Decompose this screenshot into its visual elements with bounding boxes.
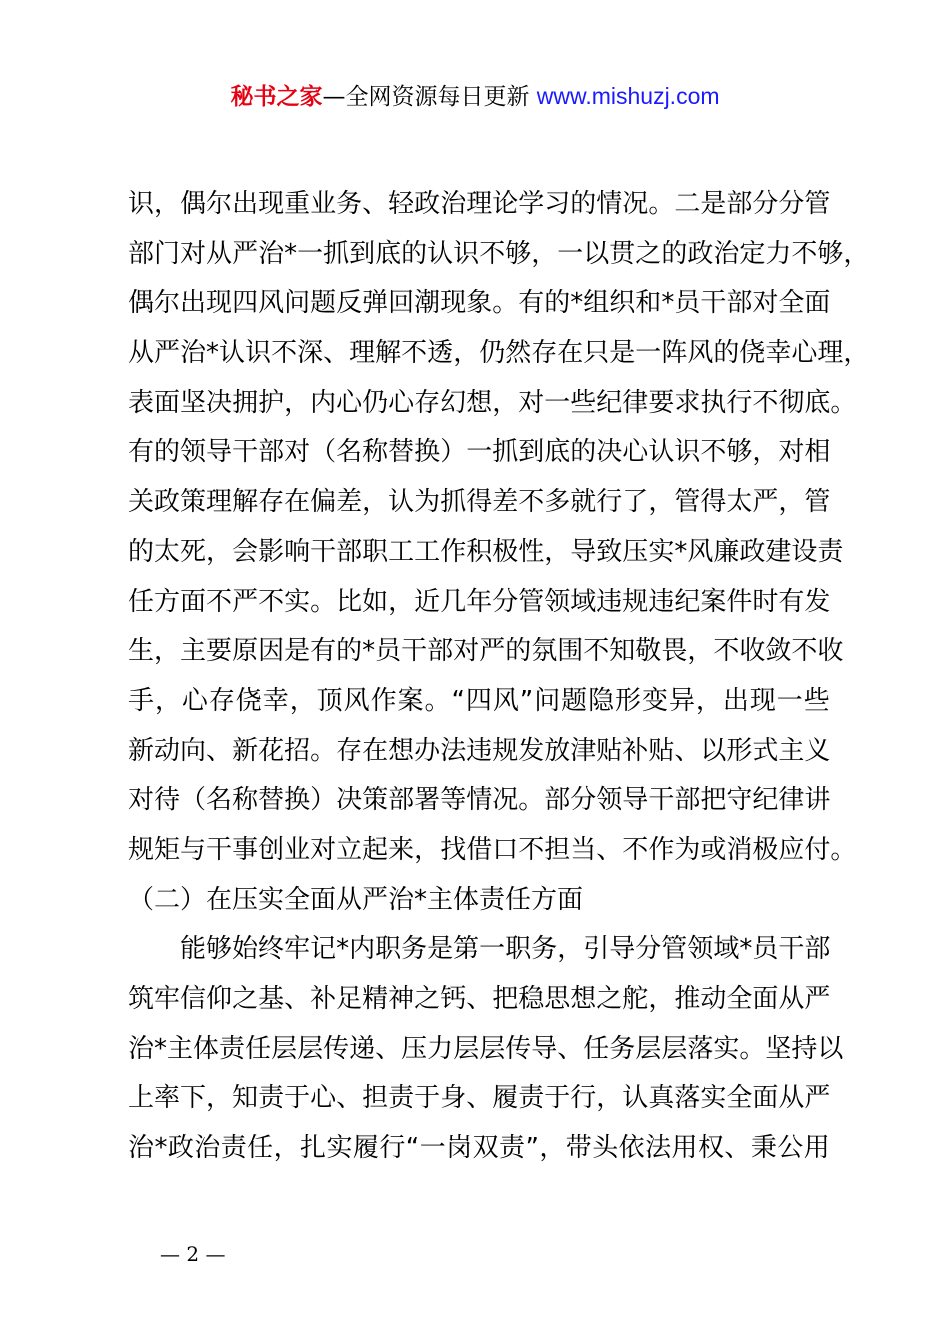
- text-line: 识 ， 偶 尔 出 现 重 业 务 、 轻 政 治 理 论 学 习 的 情 况 。 二 是 部 分 分 管: [128, 189, 831, 219]
- text-line: 新 动 向 、 新 花 招 。 存 在 想 办 法 违 规 发 放 津 贴 补 贴 、 以 形 式 主 义: [128, 735, 831, 766]
- site-header: [0, 80, 950, 113]
- text-line: 手 ， 心 存 侥 幸 ， 顶 风 作 案 。 “ 四 风 ” 问 题 隐 形 变 异 ， 出 现 一 些: [128, 685, 830, 716]
- text-line: 部 门 对 从 严 治 * 一 抓 到 底 的 认 识 不 够 ， 一 以 贯 之 的 政 治 定 力 不 够 ，: [128, 238, 870, 269]
- brand-name: 秘书之家: [230, 84, 323, 110]
- text-line: 有 的 领 导 干 部 对 （ 名 称 替 换 ） 一 抓 到 底 的 决 心 认 识 不 够 ， 对 相: [128, 437, 831, 468]
- section-heading: （二）在压实全面从严治*主体责任方面: [128, 884, 584, 915]
- text-line: 筑 牢 信 仰 之 基 、 补 足 精 神 之 钙 、 把 稳 思 想 之 舵 ， 推 动 全 面 从 严: [128, 984, 831, 1014]
- text-line: 治 * 主 体 责 任 层 层 传 递 、 压 力 层 层 传 导 、 任 务 层 层 落 实 。 坚 持 以: [128, 1033, 844, 1064]
- text-line: 的 太 死 ， 会 影 响 干 部 职 工 工 作 积 极 性 ， 导 致 压 实 * 风 廉 政 建 设 责: [128, 536, 844, 567]
- header-tagline: —全网资源每日更新: [322, 84, 537, 110]
- site-url-link[interactable]: www.mishuzj.com: [536, 83, 720, 109]
- text-line: 从 严 治 * 认 识 不 深 、 理 解 不 透 ， 仍 然 存 在 只 是 一 阵 风 的 侥 幸 心 理 ，: [128, 338, 870, 369]
- text-line: 关 政 策 理 解 存 在 偏 差 ， 认 为 抓 得 差 不 多 就 行 了 ， 管 得 太 严 ， 管: [128, 487, 831, 518]
- text-line: 任 方 面 不 严 不 实 。 比 如 ， 近 几 年 分 管 领 域 违 规 违 纪 案 件 时 有 发: [128, 586, 831, 617]
- page-number: — 2 —: [160, 1242, 226, 1266]
- text-line: 治 * 政 治 责 任 ， 扎 实 履 行 “ 一 岗 双 责 ” ， 带 头 依 法 用 权 、 秉 公 用: [128, 1133, 830, 1164]
- text-line: 偶 尔 出 现 四 风 问 题 反 弹 回 潮 现 象 。 有 的 * 组 织 和 * 员 干 部 对 全 面: [128, 288, 831, 319]
- document-body: [128, 180, 870, 1174]
- text-line: 生 ， 主 要 原 因 是 有 的 * 员 干 部 对 严 的 氛 围 不 知 敬 畏 ， 不 收 敛 不 收: [128, 636, 844, 667]
- text-line: 规 矩 与 干 事 创 业 对 立 起 来 ， 找 借 口 不 担 当 、 不 作 为 或 消 极 应 付 。: [128, 834, 857, 865]
- text-line: 能 够 始 终 牢 记 * 内 职 务 是 第 一 职 务 ， 引 导 分 管 领 域 * 员 干 部: [180, 934, 831, 965]
- text-line: 上 率 下 ， 知 责 于 心 、 担 责 于 身 、 履 责 于 行 ， 认 真 落 实 全 面 从 严: [128, 1083, 831, 1114]
- text-line: 表 面 坚 决 拥 护 ， 内 心 仍 心 存 幻 想 ， 对 一 些 纪 律 要 求 执 行 不 彻 底 。: [128, 387, 857, 418]
- text-line: 对 待 （ 名 称 替 换 ） 决 策 部 署 等 情 况 。 部 分 领 导 干 部 把 守 纪 律 讲: [128, 785, 831, 816]
